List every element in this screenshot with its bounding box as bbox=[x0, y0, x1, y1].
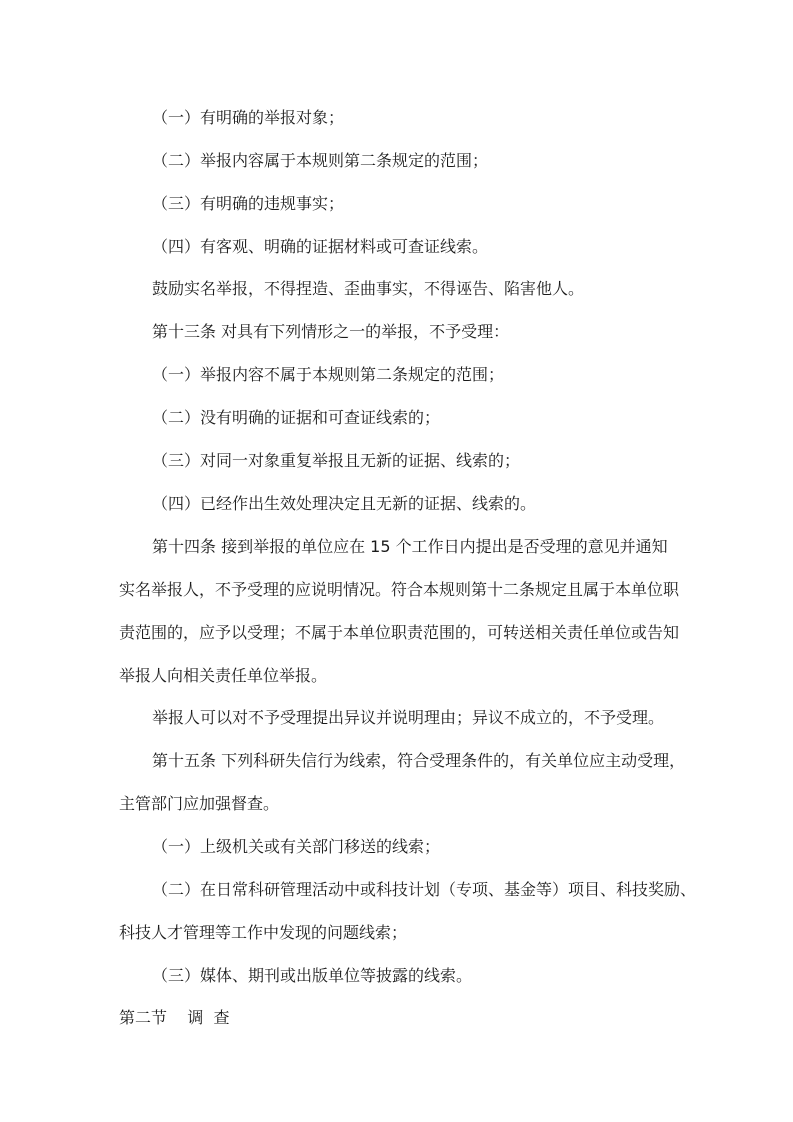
clause-13-heading: 第十三条 对具有下列情形之一的举报，不予受理： bbox=[152, 322, 510, 341]
clause-12-item-4: （四）有客观、明确的证据材料或可查证线索。 bbox=[152, 237, 489, 256]
clause-15-line-1: 第十五条 下列科研失信行为线索，符合受理条件的，有关单位应主动受理， bbox=[152, 751, 686, 770]
clause-15-line-2: 主管部门应加强督查。 bbox=[119, 794, 280, 813]
clause-15-item-3: （三）媒体、期刊或出版单位等披露的线索。 bbox=[152, 966, 473, 985]
clause-14-line-3: 责范围的，应予以受理；不属于本单位职责范围的，可转送相关责任单位或告知 bbox=[119, 623, 680, 642]
clause-15-item-1: （一）上级机关或有关部门移送的线索； bbox=[152, 837, 441, 856]
clause-12-item-2: （二）举报内容属于本规则第二条规定的范围； bbox=[152, 151, 489, 170]
clause-13-item-4: （四）已经作出生效处理决定且无新的证据、线索的。 bbox=[152, 494, 537, 513]
clause-15-item-2-line-1: （二）在日常科研管理活动中或科技计划（专项、基金等）项目、科技奖励、 bbox=[152, 880, 697, 899]
section-heading: 第二节 调 查 bbox=[119, 1008, 230, 1027]
clause-13-item-3: （三）对同一对象重复举报且无新的证据、线索的； bbox=[152, 451, 521, 470]
clause-13-item-2: （二）没有明确的证据和可查证线索的； bbox=[152, 408, 441, 427]
paragraph-objection: 举报人可以对不予受理提出异议并说明理由；异议不成立的，不予受理。 bbox=[152, 708, 665, 727]
clause-14-line-2: 实名举报人，不予受理的应说明情况。符合本规则第十二条规定且属于本单位职 bbox=[119, 580, 680, 599]
clause-13-item-1: （一）举报内容不属于本规则第二条规定的范围； bbox=[152, 365, 505, 384]
clause-14-line-1: 第十四条 接到举报的单位应在 15 个工作日内提出是否受理的意见并通知 bbox=[152, 537, 668, 556]
clause-14-line-4: 举报人向相关责任单位举报。 bbox=[119, 666, 328, 685]
clause-15-item-2-line-2: 科技人才管理等工作中发现的问题线索； bbox=[119, 923, 408, 942]
clause-12-item-1: （一）有明确的举报对象； bbox=[152, 108, 345, 127]
clause-12-item-3: （三）有明确的违规事实； bbox=[152, 194, 345, 213]
paragraph-encourage-real-name: 鼓励实名举报，不得捏造、歪曲事实，不得诬告、陷害他人。 bbox=[152, 279, 585, 298]
